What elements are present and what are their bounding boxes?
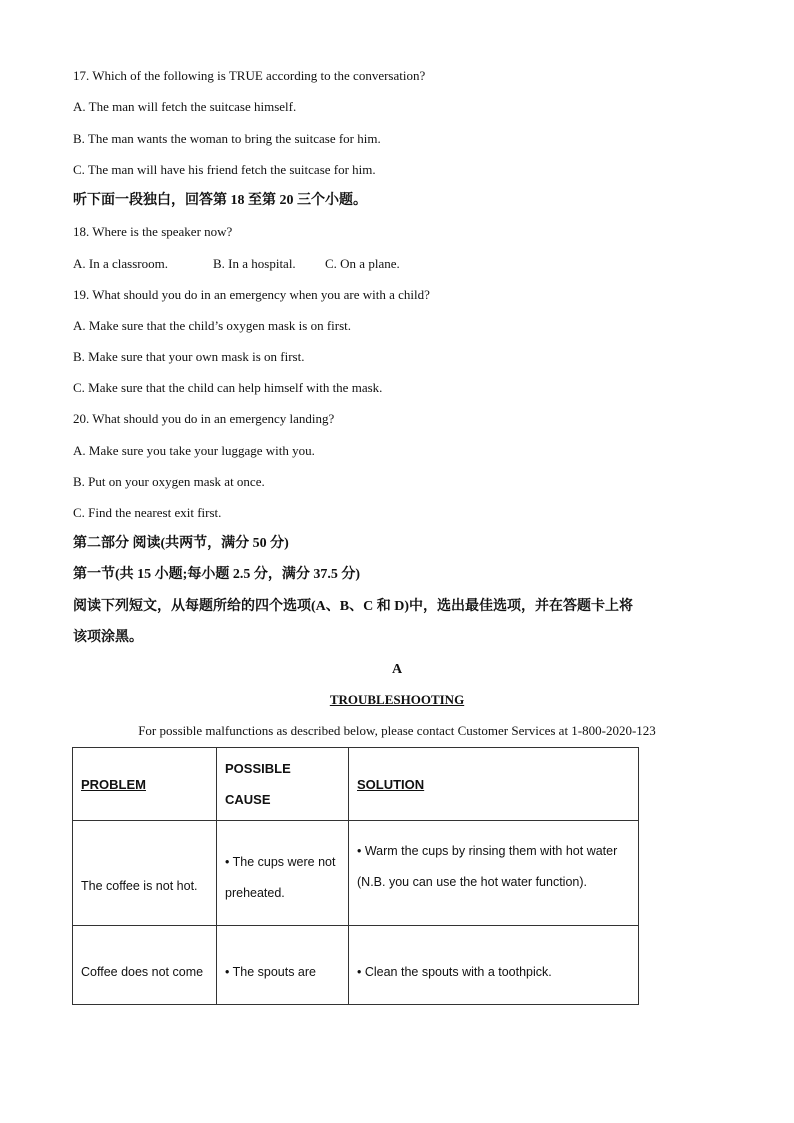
q18-option-b: B. In a hospital.: [213, 256, 296, 271]
q20-option-a: A. Make sure you take your luggage with you.: [73, 443, 315, 458]
q19-option-c: C. Make sure that the child can help himself with the mask.: [73, 380, 383, 395]
question-18: 18. Where is the speaker now?: [73, 224, 233, 239]
row1-solution: • Warm the cups by rinsing them with hot water (N.B. you can use the hot water function).: [349, 821, 639, 926]
q18-option-c: C. On a plane.: [325, 256, 400, 271]
q18-option-a: A. In a classroom.: [73, 256, 168, 271]
listening-instruction: 听下面一段独白，回答第 18 至第 20 三个小题。: [73, 193, 367, 208]
question-20: 20. What should you do in an emergency landing?: [73, 411, 335, 426]
q20-option-b: B. Put on your oxygen mask at once.: [73, 474, 265, 489]
row2-cause: • The spouts are: [217, 926, 349, 1005]
passage-title-text: TROUBLESHOOTING: [329, 692, 465, 707]
header-problem: PROBLEM: [73, 748, 217, 821]
header-possible-cause: POSSIBLE CAUSE: [217, 748, 349, 821]
row1-cause: • The cups were not preheated.: [217, 821, 349, 926]
question-17: 17. Which of the following is TRUE according to the conversation?: [73, 68, 426, 83]
q17-option-a: A. The man will fetch the suitcase himself.: [73, 99, 297, 114]
q20-option-c: C. Find the nearest exit first.: [73, 505, 222, 520]
table-row: [73, 821, 639, 926]
q17-option-b: B. The man wants the woman to bring the suitcase for him.: [73, 131, 381, 146]
row2-solution: • Clean the spouts with a toothpick.: [349, 926, 639, 1005]
table-row: [73, 926, 639, 1005]
passage-title: [0, 692, 794, 708]
reading-instruction-line2: 该项涂黑。: [73, 630, 143, 645]
q18-options: [73, 256, 400, 272]
reading-instruction-line1: 阅读下列短文，从每题所给的四个选项(A、B、C 和 D)中，选出最佳选项，并在答题卡上将: [73, 599, 633, 614]
q19-option-b: B. Make sure that your own mask is on first.: [73, 349, 305, 364]
row2-problem: Coffee does not come: [73, 926, 217, 1005]
passage-letter: A: [391, 662, 403, 677]
row1-problem: The coffee is not hot.: [73, 821, 217, 926]
table-header-row: [73, 748, 639, 821]
q19-option-a: A. Make sure that the child’s oxygen mask is on first.: [73, 318, 352, 333]
part2-title: 第二部分 阅读(共两节，满分 50 分): [73, 536, 289, 551]
troubleshooting-table: [72, 747, 639, 1005]
question-19: 19. What should you do in an emergency when you are with a child?: [73, 287, 430, 302]
q17-option-c: C. The man will have his friend fetch the suitcase for him.: [73, 162, 376, 177]
section1-title: 第一节(共 15 小题;每小题 2.5 分，满分 37.5 分): [73, 567, 360, 582]
passage-intro: For possible malfunctions as described below, please contact Customer Services at 1-800-2020-123: [138, 723, 656, 738]
header-solution: SOLUTION: [349, 748, 639, 821]
